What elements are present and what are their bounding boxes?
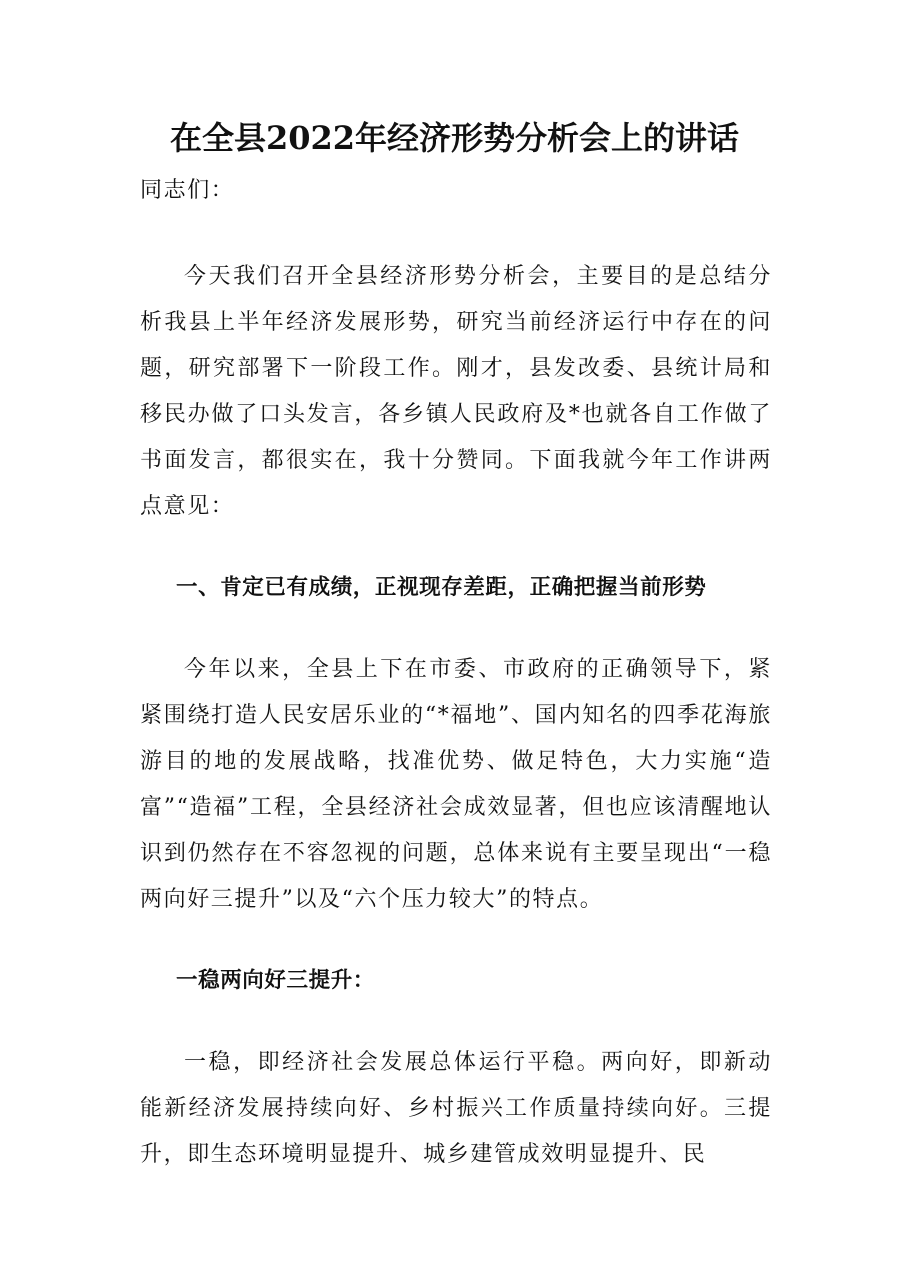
- paragraph-achievements: 今年以来，全县上下在市委、市政府的正确领导下，紧紧围绕打造人民安居乐业的“*福地”、国内知名的四季花海旅游目的地的发展战略，找准优势、做足特色，大力实施“造富”“造福”工程，全县经济社会成效显著，但也应该清醒地认识到仍然存在不容忽视的问题，总体来说有主要呈现出“一稳两向好三提升”以及“六个压力较大”的特点。: [140, 657, 772, 912]
- section-heading-1: 一、肯定已有成绩，正视现存差距，正确把握当前形势: [176, 575, 707, 600]
- paragraph-details: 一稳，即经济社会发展总体运行平稳。两向好，即新动能新经济发展持续向好、乡村振兴工作质量持续向好。三提升，即生态环境明显提升、城乡建管成效明显提升、民: [140, 1050, 772, 1167]
- salutation: 同志们：: [140, 178, 235, 203]
- paragraph-opening: 今天我们召开全县经济形势分析会，主要目的是总结分析我县上半年经济发展形势，研究当前经济运行中存在的问题，研究部署下一阶段工作。刚才，县发改委、县统计局和移民办做了口头发言，各乡镇人民政府及*也就各自工作做了书面发言，都很实在，我十分赞同。下面我就今年工作讲两点意见：: [140, 264, 772, 519]
- document-body: [140, 168, 772, 1178]
- document-title: 在全县2022年经济形势分析会上的讲话: [169, 119, 740, 157]
- section-heading-2: 一稳两向好三提升：: [176, 968, 375, 993]
